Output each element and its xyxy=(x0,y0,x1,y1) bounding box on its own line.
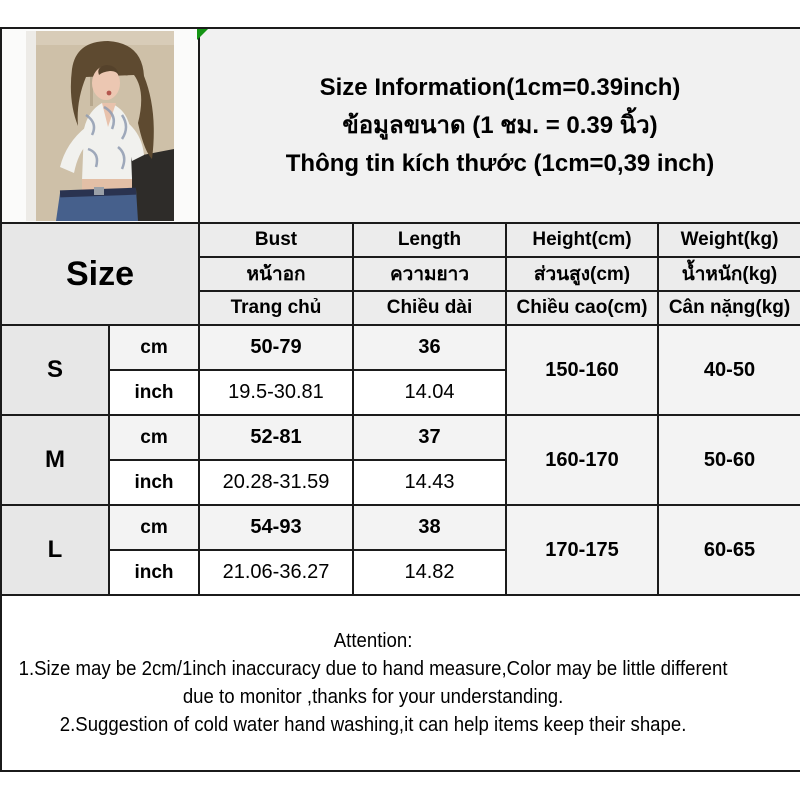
row-l-unit-cm: cm xyxy=(109,505,199,550)
row-s-label: S xyxy=(1,325,109,415)
attention-line-3: 2.Suggestion of cold water hand washing,it can help items keep their shape. xyxy=(59,714,687,736)
row-s-bust-cm: 50-79 xyxy=(199,325,353,370)
col-header-weight-en: Weight(kg) xyxy=(658,223,800,257)
col-header-height-vi: Chiều cao(cm) xyxy=(506,291,658,325)
row-l-height: 170-175 xyxy=(506,505,658,595)
row-s-length-cm: 36 xyxy=(353,325,506,370)
green-corner-marker-icon xyxy=(197,29,208,40)
row-l-bust-cm: 54-93 xyxy=(199,505,353,550)
row-s-height: 150-160 xyxy=(506,325,658,415)
row-l-length-cm: 38 xyxy=(353,505,506,550)
col-header-weight-th: น้ำหนัก(kg) xyxy=(658,257,800,291)
row-l-length-inch: 14.82 xyxy=(353,550,506,595)
product-photo xyxy=(2,31,198,221)
attention-line-1: 1.Size may be 2cm/1inch inaccuracy due to hand measure,Color may be little different xyxy=(18,658,728,680)
title-vietnamese: Thông tin kích thước (1cm=0,39 inch) xyxy=(285,149,715,177)
row-l-bust-inch: 21.06-36.27 xyxy=(199,550,353,595)
row-m-unit-cm: cm xyxy=(109,415,199,460)
row-m-bust-cm: 52-81 xyxy=(199,415,353,460)
title-english: Size Information(1cm=0.39inch) xyxy=(319,73,681,101)
col-header-weight-vi: Cân nặng(kg) xyxy=(658,291,800,325)
row-s-weight: 40-50 xyxy=(658,325,800,415)
row-m-length-cm: 37 xyxy=(353,415,506,460)
col-header-bust-th: หน้าอก xyxy=(199,257,353,291)
row-s-unit-cm: cm xyxy=(109,325,199,370)
title-thai: ข้อมูลขนาด (1 ชม. = 0.39 นิ้ว) xyxy=(342,111,658,139)
row-s-bust-inch: 19.5-30.81 xyxy=(199,370,353,415)
col-header-length-th: ความยาว xyxy=(353,257,506,291)
product-photo-cell xyxy=(1,28,199,223)
size-table xyxy=(0,27,800,772)
row-l-weight: 60-65 xyxy=(658,505,800,595)
row-m-length-inch: 14.43 xyxy=(353,460,506,505)
attention-heading: Attention: xyxy=(333,630,413,652)
attention-line-2: due to monitor ,thanks for your understanding. xyxy=(182,686,564,708)
col-header-height-en: Height(cm) xyxy=(506,223,658,257)
attention-box xyxy=(1,595,800,771)
col-header-length-vi: Chiều dài xyxy=(353,291,506,325)
col-header-bust-en: Bust xyxy=(199,223,353,257)
row-l-unit-inch: inch xyxy=(109,550,199,595)
row-m-weight: 50-60 xyxy=(658,415,800,505)
row-m-height: 160-170 xyxy=(506,415,658,505)
row-s-length-inch: 14.04 xyxy=(353,370,506,415)
row-l-label: L xyxy=(1,505,109,595)
size-header-label: Size xyxy=(1,223,199,325)
row-m-label: M xyxy=(1,415,109,505)
col-header-length-en: Length xyxy=(353,223,506,257)
product-photo-illustration xyxy=(26,31,174,221)
row-s-unit-inch: inch xyxy=(109,370,199,415)
row-m-unit-inch: inch xyxy=(109,460,199,505)
size-info-title-cell xyxy=(199,28,800,223)
row-m-bust-inch: 20.28-31.59 xyxy=(199,460,353,505)
col-header-bust-vi: Trang chủ xyxy=(199,291,353,325)
col-header-height-th: ส่วนสูง(cm) xyxy=(506,257,658,291)
